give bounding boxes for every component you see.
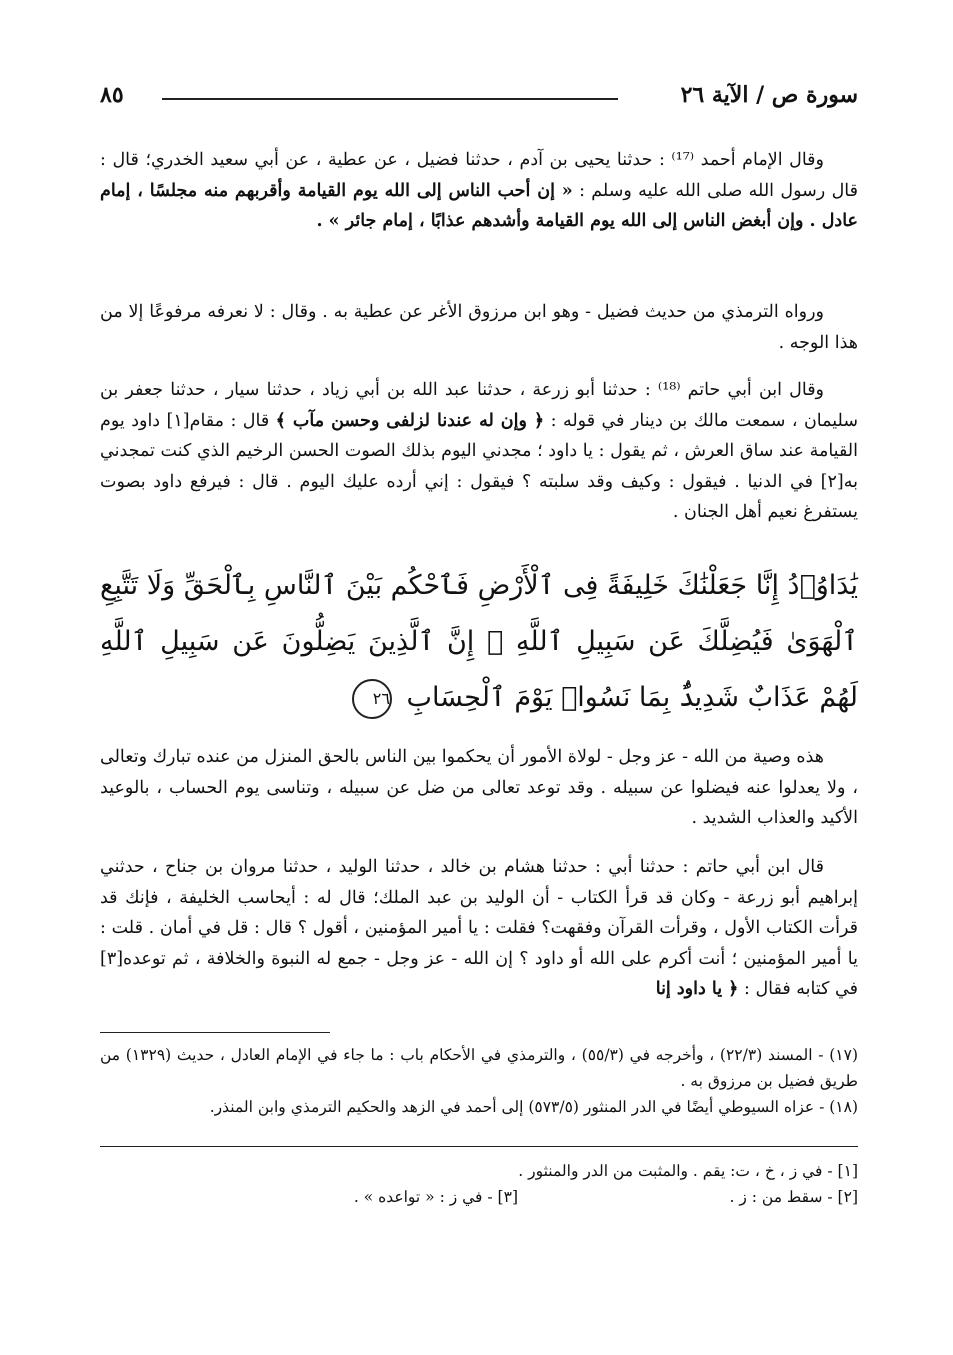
paragraph-ibn-abi-hatim <box>100 375 858 528</box>
running-title: سورة ص / الآية ٢٦ <box>680 82 858 108</box>
variant-note-row <box>100 1184 858 1210</box>
hadith-quote: « إن أحب الناس إلى الله يوم القيامة وأقربهم منه مجلسًا ، إمام عادل . وإن أبغض الناس إلى الله يوم القيامة وأشدهم عذابًا ، إمام جائر » . <box>100 180 858 231</box>
paragraph-text <box>100 145 858 237</box>
paragraph-text: ورواه الترمذي من حديث فضيل - وهو ابن مرزوق الأغر عن عطية به . وقال : لا نعرفه مرفوعًا إلا من هذا الوجه . <box>100 302 858 353</box>
paragraph-text <box>100 852 858 1005</box>
quran-quote: ﴿ يا داود إنا <box>655 979 739 999</box>
variant-note-2: [٢] - سقط من : ز . <box>729 1188 858 1206</box>
page-number: ٨٥ <box>100 82 124 108</box>
variant-note-1: [١] - في ز ، خ ، ت: يقم . والمثبت من الدر والمنثور . <box>518 1162 858 1180</box>
footnote-separator <box>100 1032 330 1033</box>
source-footnotes <box>100 1042 858 1120</box>
header-rule <box>162 98 618 100</box>
verse-text: يَٰدَاوُۥدُ إِنَّا جَعَلْنَٰكَ خَلِيفَةً فِى ٱلْأَرْضِ فَٱحْكُم بَيْنَ ٱلنَّاسِ بِٱلْحَقِّ وَلَا تَتَّبِعِ ٱلْهَوَىٰ فَيُضِلَّكَ عَن سَبِيلِ ٱللَّهِ ۚ إِنَّ ٱلَّذِينَ يَضِلُّونَ عَن سَبِيلِ ٱللَّهِ لَهُمْ عَذَابٌ شَدِيدٌۢ بِمَا نَسُوا۟ يَوْمَ ٱلْحِسَابِ <box>100 570 858 713</box>
paragraph-text <box>100 375 858 528</box>
footnote-17: (١٧) - المسند (٢٢/٣) ، وأخرجه في (٥٥/٣) ، والترمذي في الأحكام باب : ما جاء في الإمام العادل ، حديث (١٣٢٩) من طريق فضيل بن مرزوق به . <box>100 1046 858 1090</box>
variant-note-3: [٣] - في ز : « تواعده » . <box>353 1188 518 1206</box>
quran-verse <box>100 558 858 726</box>
paragraph-tirmidhi <box>100 297 858 358</box>
variant-footnote-separator <box>100 1146 858 1147</box>
paragraph-text: هذه وصية من الله - عز وجل - لولاة الأمور أن يحكموا بين الناس بالحق المنزل من عنده تبارك وتعالى ، ولا يعدلوا عنه فيضلوا عن سبيله . وقد توعد تعالى من ضل عن سبيله ، وتناسى يوم الحساب ، بالوعيد الأكيد والعذاب الشديد . <box>100 747 858 828</box>
paragraph-commentary <box>100 742 858 834</box>
paragraph-ahmad-hadith <box>100 145 858 237</box>
paragraph-intro: وقال الإمام أحمد ⁽¹⁷⁾ : حدثنا يحيى بن آدم ، حدثنا فضيل ، عن عطية ، عن أبي سعيد الخدري؛ قال : قال رسول الله صلى الله عليه وسلم : <box>100 150 858 201</box>
paragraph-intro: قال ابن أبي حاتم : حدثنا أبي : حدثنا هشام بن خالد ، حدثنا الوليد ، حدثنا مروان بن جناح ، حدثني إبراهيم أبو زرعة - وكان قد قرأ الكتاب - أن الوليد بن عبد الملك؛ قال له : أيحاسب الخليفة ، فإنك قد قرأت الكتاب الأول ، وقرأت القرآن وفقهت؟ فقلت : يا أمير المؤمنين ، أقول ؟ قال : قل في أمان . قلت : يا أمير المؤمنين ؛ أنت أكرم على الله أو داود ؟ إن الله - عز وجل - جمع له النبوة والخلافة ، ثم توعده[٣] في كتابه فقال : <box>100 857 858 999</box>
paragraph-continuation: قال : مقام[١] داود يوم القيامة عند ساق العرش ، ثم يقول : يا داود ؛ مجدني اليوم بذلك الصوت الحسن الرخيم الذي كنت تمجدني به[٢] في الدنيا . فيقول : وكيف وقد سلبته ؟ فيقول : إني أرده عليك اليوم . قال : فيرفع داود بصوت يستفرغ نعيم أهل الجنان . <box>100 410 858 522</box>
quran-quote: ﴿ وإن له عندنا لزلفى وحسن مآب ﴾ <box>275 410 545 431</box>
variant-footnotes <box>100 1158 858 1210</box>
paragraph-walid-story <box>100 852 858 1005</box>
footnote-18: (١٨) - عزاه السيوطي أيضًا في الدر المنثور (٥٧٣/٥) إلى أحمد في الزهد والحكيم الترمذي وابن المنذر. <box>209 1098 858 1116</box>
page-header <box>100 82 858 118</box>
paragraph-intro: وقال ابن أبي حاتم ⁽¹⁸⁾ : حدثنا أبو زرعة ، حدثنا عبد الله بن أبي زياد ، حدثنا سيار ، حدثنا جعفر بن سليمان ، سمعت مالك بن دينار في قوله : <box>100 380 858 431</box>
verse-number-marker: ٢٦ <box>352 679 392 719</box>
